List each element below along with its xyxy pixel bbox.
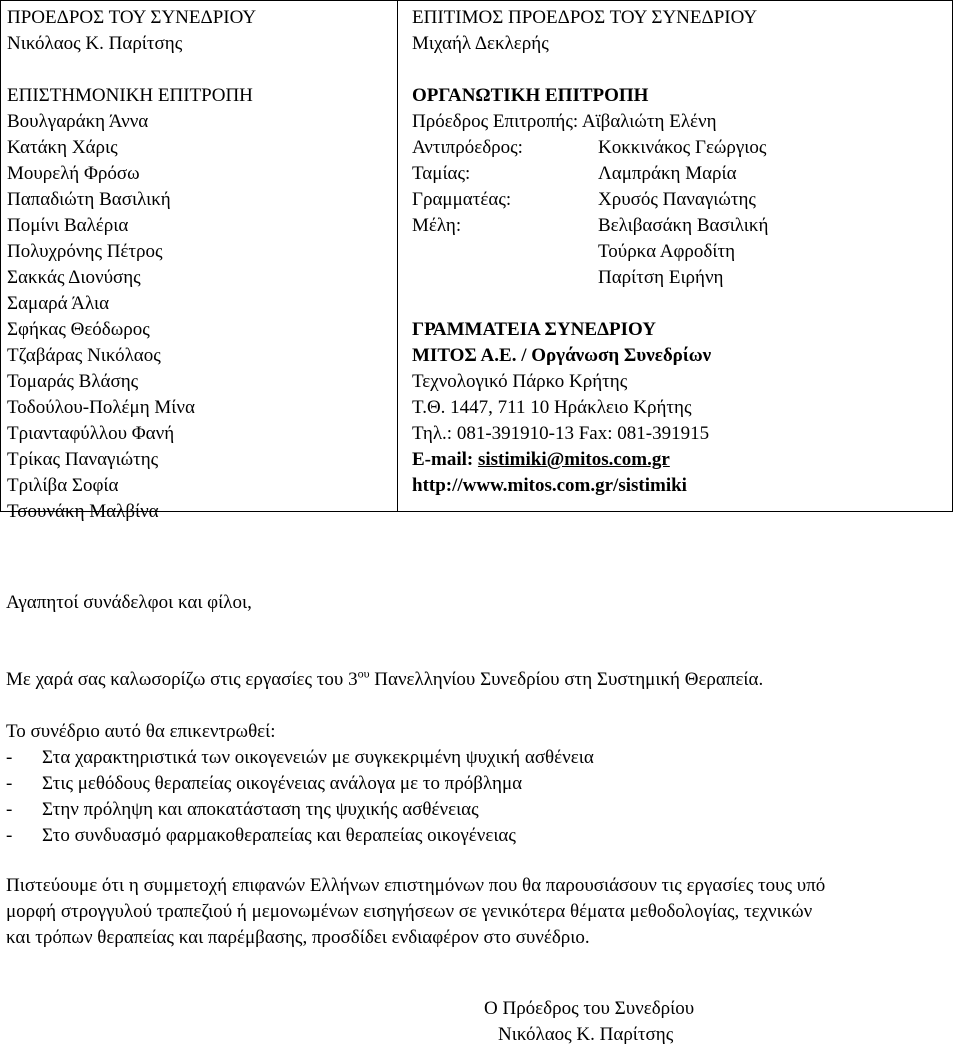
list-item [6, 823, 956, 849]
committee-member: Τριλίβα Σοφία [7, 475, 119, 496]
committee-member: Τζαβάρας Νικόλαος [7, 345, 161, 366]
committee-member: Παπαδιώτη Βασιλική [7, 189, 171, 210]
address-line-1: Τεχνολογικό Πάρκο Κρήτης [412, 371, 628, 392]
focus-section [6, 719, 956, 849]
committee-member: Σαμαρά Άλια [7, 293, 110, 314]
right-column [398, 1, 952, 511]
spacer [7, 57, 397, 83]
honorary-chair-title: ΕΠΙΤΙΜΟΣ ΠΡΟΕΔΡΟΣ ΤΟΥ ΣΥΝΕΔΡΙΟΥ [412, 7, 758, 28]
email-line [412, 447, 952, 473]
list-item-text: Στην πρόληψη και αποκατάσταση της ψυχικής ασθένειας [42, 799, 479, 820]
email-link[interactable]: sistimiki@mitos.com.gr [477, 449, 670, 470]
committee-member: Πομίνι Βαλέρια [7, 215, 129, 236]
left-column [1, 1, 398, 522]
committee-member: Τοδούλου-Πολέμη Μίνα [7, 397, 195, 418]
organizing-roles [412, 135, 952, 291]
committee-member: Σακκάς Διονύσης [7, 267, 141, 288]
secretariat-company: ΜΙΤΟΣ Α.Ε. / Οργάνωση Συνεδρίων [412, 345, 712, 366]
organizing-committee-title: ΟΡΓΑΝΩΤΙΚΗ ΕΠΙΤΡΟΠΗ [412, 85, 649, 106]
scientific-committee-list [7, 109, 397, 525]
committee-member: Τριανταφύλλου Φανή [7, 423, 175, 444]
email-label: E-mail: [412, 449, 478, 470]
role-name: Λαμπράκη Μαρία [598, 163, 737, 184]
greeting: Αγαπητοί συνάδελφοι και φίλοι, [6, 592, 252, 613]
committee-member: Τρίκας Παναγιώτης [7, 449, 159, 470]
committee-member: Τσουνάκη Μαλβίνα [7, 501, 159, 522]
bullet-dash: - [6, 773, 13, 794]
phone-fax: Τηλ.: 081-391910-13 Fax: 081-391915 [412, 423, 710, 444]
honorary-chair-name: Μιχαήλ Δεκλερής [412, 33, 549, 54]
committee-member: Κατάκη Χάρις [7, 137, 118, 158]
focus-intro: Το συνέδριο αυτό θα επικεντρωθεί: [6, 721, 276, 742]
role-name: Χρυσός Παναγιώτης [598, 189, 756, 210]
welcome-line [6, 667, 956, 693]
list-item [6, 797, 956, 823]
bullet-dash: - [6, 825, 13, 846]
paragraph-line: Πιστεύουμε ότι η συμμετοχή επιφανών Ελλήνων επιστημόνων που θα παρουσιάσουν τις εργασίες τους υπό [6, 875, 826, 896]
role-label: Αντιπρόεδρος: [412, 137, 523, 158]
role-label: Μέλη: [412, 215, 462, 236]
committee-member: Βουλγαράκη Άννα [7, 111, 149, 132]
welcome-text-before: Με χαρά σας καλωσορίζω στις εργασίες του 3 [6, 669, 358, 690]
organizing-committee-chair: Πρόεδρος Επιτροπής: Αϊβαλιώτη Ελένη [412, 111, 717, 132]
role-name: Κοκκινάκος Γεώργιος [598, 137, 767, 158]
list-item [6, 771, 956, 797]
list-item [6, 745, 956, 771]
closing-paragraph [6, 873, 956, 951]
scientific-committee-title: ΕΠΙΣΤΗΜΟΝΙΚΗ ΕΠΙΤΡΟΠΗ [7, 85, 253, 106]
role-row [412, 265, 952, 291]
role-label: Ταμίας: [412, 163, 471, 184]
role-name: Τούρκα Αφροδίτη [598, 241, 736, 262]
header-table [0, 0, 953, 522]
committee-member: Τομαράς Βλάσης [7, 371, 139, 392]
committee-member: Σφήκας Θεόδωρος [7, 319, 150, 340]
role-name: Παρίτση Ειρήνη [598, 267, 724, 288]
chair-name: Νικόλαος Κ. Παρίτσης [7, 33, 183, 54]
role-row [412, 213, 952, 239]
role-label [412, 239, 598, 265]
bullet-dash: - [6, 747, 13, 768]
role-row [412, 239, 952, 265]
committee-member: Μουρελή Φρόσω [7, 163, 140, 184]
address-line-2: Τ.Θ. 1447, 711 10 Ηράκλειο Κρήτης [412, 397, 692, 418]
committee-member: Πολυχρόνης Πέτρος [7, 241, 163, 262]
spacer [412, 291, 952, 317]
role-row [412, 187, 952, 213]
role-row [412, 135, 952, 161]
list-item-text: Στα χαρακτηριστικά των οικογενειών με συγκεκριμένη ψυχική ασθένεια [42, 747, 594, 768]
welcome-text-after: Πανελληνίου Συνεδρίου στη Συστημική Θεραπεία. [369, 669, 764, 690]
spacer [412, 57, 952, 83]
signature-name: Νικόλαος Κ. Παρίτσης [498, 1024, 674, 1045]
role-name: Βελιβασάκη Βασιλική [598, 215, 769, 236]
ordinal-superscript: ου [357, 666, 370, 681]
role-row [412, 161, 952, 187]
paragraph-line: και τρόπων θεραπείας και παρέμβασης, προσδίδει ενδιαφέρον στο συνέδριο. [6, 927, 590, 948]
signature-title: Ο Πρόεδρος του Συνεδρίου [484, 998, 695, 1019]
website-link[interactable]: http://www.mitos.com.gr/sistimiki [412, 475, 687, 496]
role-label: Γραμματέας: [412, 189, 512, 210]
paragraph-line: μορφή στρογγυλού τραπεζιού ή μεμονωμένων εισηγήσεων σε γενικότερα θέματα μεθοδολογίας, τεχνικών [6, 901, 813, 922]
secretariat-title: ΓΡΑΜΜΑΤΕΙΑ ΣΥΝΕΔΡΙΟΥ [412, 319, 656, 340]
role-label [412, 265, 598, 291]
list-item-text: Στο συνδυασμό φαρμακοθεραπείας και θεραπείας οικογένειας [42, 825, 516, 846]
list-item-text: Στις μεθόδους θεραπείας οικογένειας ανάλογα με το πρόβλημα [42, 773, 523, 794]
signature-block [484, 996, 694, 1048]
chair-title: ΠΡΟΕΔΡΟΣ ΤΟΥ ΣΥΝΕΔΡΙΟΥ [7, 7, 257, 28]
bullet-dash: - [6, 799, 13, 820]
